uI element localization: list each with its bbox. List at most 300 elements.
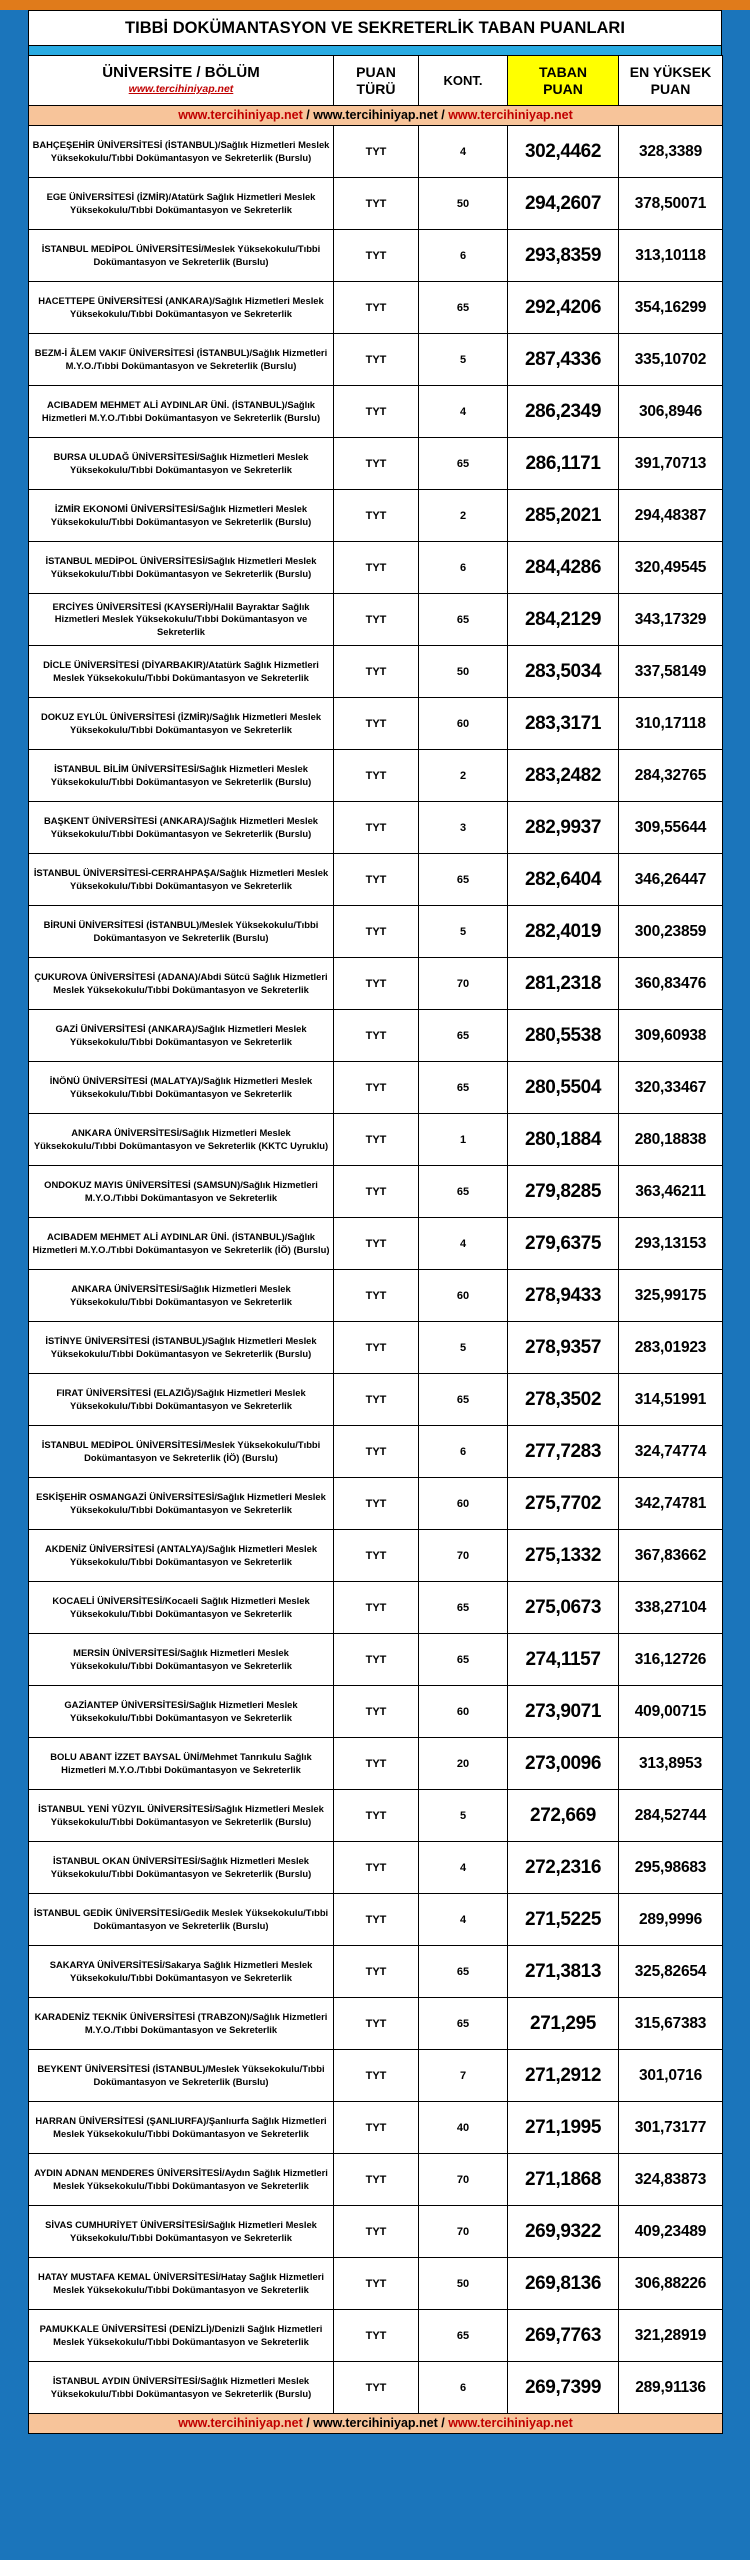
- banner-sep-3: /: [302, 2416, 314, 2430]
- cell-score-type: TYT: [334, 1998, 419, 2050]
- cell-university: ACIBADEM MEHMET ALİ AYDINLAR ÜNİ. (İSTANBUL)/Sağlık Hizmetleri M.Y.O./Tıbbi Dokümantasyon ve Sekreterlik (Burslu): [29, 386, 334, 438]
- cell-max-score: 316,12726: [619, 1634, 723, 1686]
- cell-university: BAHÇEŞEHİR ÜNİVERSİTESİ (İSTANBUL)/Sağlık Hizmetleri Meslek Yüksekokulu/Tıbbi Dokümantasyon ve Sekreterlik (Burslu): [29, 126, 334, 178]
- table-row: [29, 802, 723, 854]
- cell-max-score: 306,8946: [619, 386, 723, 438]
- cell-university: HACETTEPE ÜNİVERSİTESİ (ANKARA)/Sağlık Hizmetleri Meslek Yüksekokulu/Tıbbi Dokümantasyon ve Sekreterlik: [29, 282, 334, 334]
- banner-link-5[interactable]: www.tercihiniyap.net: [313, 2416, 438, 2430]
- cell-base-score: 292,4206: [508, 282, 619, 334]
- cell-max-score: 314,51991: [619, 1374, 723, 1426]
- cell-score-type: TYT: [334, 1218, 419, 1270]
- banner-sep-2: /: [437, 108, 449, 122]
- cell-score-type: TYT: [334, 750, 419, 802]
- cell-university: KOCAELİ ÜNİVERSİTESİ/Kocaeli Sağlık Hizmetleri Meslek Yüksekokulu/Tıbbi Dokümantasyon ve Sekreterlik: [29, 1582, 334, 1634]
- cell-base-score: 277,7283: [508, 1426, 619, 1478]
- cell-quota: 5: [419, 334, 508, 386]
- cell-base-score: 283,3171: [508, 698, 619, 750]
- col-header-score-type-line2: TÜRÜ: [356, 80, 396, 97]
- table-row: [29, 2206, 723, 2258]
- cell-score-type: TYT: [334, 1426, 419, 1478]
- top-orange-strip: [0, 0, 750, 10]
- cell-max-score: 313,10118: [619, 230, 723, 282]
- cell-max-score: 309,60938: [619, 1010, 723, 1062]
- cell-university: İSTANBUL ÜNİVERSİTESİ-CERRAHPAŞA/Sağlık Hizmetleri Meslek Yüksekokulu/Tıbbi Dokümantasyon ve Sekreterlik: [29, 854, 334, 906]
- cell-university: KARADENİZ TEKNİK ÜNİVERSİTESİ (TRABZON)/Sağlık Hizmetleri M.Y.O./Tıbbi Dokümantasyon ve Sekreterlik: [29, 1998, 334, 2050]
- cell-score-type: TYT: [334, 2154, 419, 2206]
- cell-base-score: 302,4462: [508, 126, 619, 178]
- cell-university: ANKARA ÜNİVERSİTESİ/Sağlık Hizmetleri Meslek Yüksekokulu/Tıbbi Dokümantasyon ve Sekreterlik (KKTC Uyruklu): [29, 1114, 334, 1166]
- cell-university: AYDIN ADNAN MENDERES ÜNİVERSİTESİ/Aydın Sağlık Hizmetleri Meslek Yüksekokulu/Tıbbi Dokümantasyon ve Sekreterlik: [29, 2154, 334, 2206]
- cell-quota: 7: [419, 2050, 508, 2102]
- cell-base-score: 269,7399: [508, 2362, 619, 2414]
- cell-max-score: 301,73177: [619, 2102, 723, 2154]
- cell-max-score: 325,82654: [619, 1946, 723, 1998]
- cell-base-score: 278,9357: [508, 1322, 619, 1374]
- table-row: [29, 1738, 723, 1790]
- cell-quota: 5: [419, 1322, 508, 1374]
- col-header-score-type-line1: PUAN: [356, 63, 396, 80]
- cell-base-score: 285,2021: [508, 490, 619, 542]
- banner-sep-1: /: [302, 108, 314, 122]
- cell-university: İSTANBUL MEDİPOL ÜNİVERSİTESİ/Sağlık Hizmetleri Meslek Yüksekokulu/Tıbbi Dokümantasyon ve Sekreterlik (Burslu): [29, 542, 334, 594]
- table-row: [29, 1426, 723, 1478]
- cell-max-score: 325,99175: [619, 1270, 723, 1322]
- cell-max-score: 335,10702: [619, 334, 723, 386]
- cell-quota: 65: [419, 1374, 508, 1426]
- cell-quota: 65: [419, 2310, 508, 2362]
- cell-quota: 65: [419, 1010, 508, 1062]
- cell-university: MERSİN ÜNİVERSİTESİ/Sağlık Hizmetleri Meslek Yüksekokulu/Tıbbi Dokümantasyon ve Sekreterlik: [29, 1634, 334, 1686]
- table-row: [29, 1686, 723, 1738]
- cell-base-score: 283,2482: [508, 750, 619, 802]
- cell-base-score: 273,0096: [508, 1738, 619, 1790]
- cell-score-type: TYT: [334, 1582, 419, 1634]
- cell-max-score: 306,88226: [619, 2258, 723, 2310]
- cell-base-score: 269,9322: [508, 2206, 619, 2258]
- table-row: [29, 1582, 723, 1634]
- cell-quota: 50: [419, 2258, 508, 2310]
- scores-table: [28, 55, 723, 2434]
- table-row: [29, 230, 723, 282]
- cell-quota: 6: [419, 2362, 508, 2414]
- cell-quota: 50: [419, 646, 508, 698]
- cell-max-score: 391,70713: [619, 438, 723, 490]
- cell-score-type: TYT: [334, 1010, 419, 1062]
- table-row: [29, 958, 723, 1010]
- table-row: [29, 126, 723, 178]
- table-row: [29, 1218, 723, 1270]
- col-header-max-line2: PUAN: [650, 80, 691, 97]
- cell-max-score: 343,17329: [619, 594, 723, 646]
- col-header-max-line1: EN YÜKSEK: [629, 63, 712, 80]
- cell-score-type: TYT: [334, 2258, 419, 2310]
- cell-max-score: 346,26447: [619, 854, 723, 906]
- cell-base-score: 271,2912: [508, 2050, 619, 2102]
- cell-base-score: 294,2607: [508, 178, 619, 230]
- cyan-divider: [28, 46, 722, 55]
- cell-score-type: TYT: [334, 1946, 419, 1998]
- cell-quota: 70: [419, 1530, 508, 1582]
- cell-quota: 70: [419, 2206, 508, 2258]
- cell-score-type: TYT: [334, 126, 419, 178]
- cell-university: BEZM-İ ÂLEM VAKIF ÜNİVERSİTESİ (İSTANBUL)/Sağlık Hizmetleri M.Y.O./Tıbbi Dokümantasyon ve Sekreterlik (Burslu): [29, 334, 334, 386]
- cell-quota: 65: [419, 1946, 508, 1998]
- cell-score-type: TYT: [334, 646, 419, 698]
- cell-quota: 5: [419, 906, 508, 958]
- table-row: [29, 178, 723, 230]
- cell-base-score: 280,5504: [508, 1062, 619, 1114]
- table-row: [29, 1998, 723, 2050]
- cell-university: ÇUKUROVA ÜNİVERSİTESİ (ADANA)/Abdi Sütcü Sağlık Hizmetleri Meslek Yüksekokulu/Tıbbi Dokümantasyon ve Sekreterlik: [29, 958, 334, 1010]
- cell-score-type: TYT: [334, 1322, 419, 1374]
- cell-quota: 2: [419, 750, 508, 802]
- page-title: TIBBİ DOKÜMANTASYON VE SEKRETERLİK TABAN PUANLARI: [28, 10, 722, 46]
- col-header-base-line2: PUAN: [543, 80, 583, 97]
- cell-max-score: 360,83476: [619, 958, 723, 1010]
- table-head: [29, 56, 723, 126]
- site-link-header[interactable]: www.tercihiniyap.net: [128, 83, 234, 95]
- table-row: [29, 1010, 723, 1062]
- cell-university: PAMUKKALE ÜNİVERSİTESİ (DENİZLİ)/Denizli Sağlık Hizmetleri Meslek Yüksekokulu/Tıbbi Dokümantasyon ve Sekreterlik: [29, 2310, 334, 2362]
- cell-base-score: 269,7763: [508, 2310, 619, 2362]
- cell-base-score: 283,5034: [508, 646, 619, 698]
- cell-max-score: 324,74774: [619, 1426, 723, 1478]
- cell-score-type: TYT: [334, 2206, 419, 2258]
- cell-score-type: TYT: [334, 1478, 419, 1530]
- cell-university: İNÖNÜ ÜNİVERSİTESİ (MALATYA)/Sağlık Hizmetleri Meslek Yüksekokulu/Tıbbi Dokümantasyon ve Sekreterlik: [29, 1062, 334, 1114]
- cell-max-score: 337,58149: [619, 646, 723, 698]
- table-row: [29, 2102, 723, 2154]
- cell-score-type: TYT: [334, 1842, 419, 1894]
- cell-base-score: 275,1332: [508, 1530, 619, 1582]
- cell-score-type: TYT: [334, 334, 419, 386]
- table-row: [29, 1114, 723, 1166]
- cell-university: BAŞKENT ÜNİVERSİTESİ (ANKARA)/Sağlık Hizmetleri Meslek Yüksekokulu/Tıbbi Dokümantasyon ve Sekreterlik (Burslu): [29, 802, 334, 854]
- cell-university: İSTİNYE ÜNİVERSİTESİ (İSTANBUL)/Sağlık Hizmetleri Meslek Yüksekokulu/Tıbbi Dokümantasyon ve Sekreterlik (Burslu): [29, 1322, 334, 1374]
- cell-quota: 4: [419, 126, 508, 178]
- banner-bottom: [29, 2414, 723, 2434]
- cell-max-score: 280,18838: [619, 1114, 723, 1166]
- col-header-base-line1: TABAN: [539, 63, 587, 80]
- table-row: [29, 2362, 723, 2414]
- table-row: [29, 1322, 723, 1374]
- cell-base-score: 284,4286: [508, 542, 619, 594]
- cell-base-score: 280,1884: [508, 1114, 619, 1166]
- table-row: [29, 594, 723, 646]
- cell-university: BİRUNİ ÜNİVERSİTESİ (İSTANBUL)/Meslek Yüksekokulu/Tıbbi Dokümantasyon ve Sekreterlik (Burslu): [29, 906, 334, 958]
- cell-university: İSTANBUL MEDİPOL ÜNİVERSİTESİ/Meslek Yüksekokulu/Tıbbi Dokümantasyon ve Sekreterlik (İÖ) (Burslu): [29, 1426, 334, 1478]
- cell-base-score: 272,2316: [508, 1842, 619, 1894]
- cell-base-score: 275,0673: [508, 1582, 619, 1634]
- table-row: [29, 1842, 723, 1894]
- banner-top: [29, 106, 723, 126]
- table-foot: [29, 2414, 723, 2434]
- table-row: [29, 1374, 723, 1426]
- cell-score-type: TYT: [334, 854, 419, 906]
- cell-university: DOKUZ EYLÜL ÜNİVERSİTESİ (İZMİR)/Sağlık Hizmetleri Meslek Yüksekokulu/Tıbbi Dokümantasyon ve Sekreterlik: [29, 698, 334, 750]
- cell-max-score: 409,23489: [619, 2206, 723, 2258]
- table-row: [29, 1478, 723, 1530]
- cell-score-type: TYT: [334, 906, 419, 958]
- col-header-max-score: [619, 56, 723, 106]
- table-row: [29, 2310, 723, 2362]
- cell-base-score: 284,2129: [508, 594, 619, 646]
- table-row: [29, 1894, 723, 1946]
- col-header-quota: KONT.: [419, 56, 508, 106]
- cell-university: İZMİR EKONOMİ ÜNİVERSİTESİ/Sağlık Hizmetleri Meslek Yüksekokulu/Tıbbi Dokümantasyon ve Sekreterlik (Burslu): [29, 490, 334, 542]
- cell-university: İSTANBUL MEDİPOL ÜNİVERSİTESİ/Meslek Yüksekokulu/Tıbbi Dokümantasyon ve Sekreterlik (Burslu): [29, 230, 334, 282]
- col-header-base-score: [508, 56, 619, 106]
- cell-quota: 4: [419, 1218, 508, 1270]
- cell-quota: 70: [419, 958, 508, 1010]
- table-row: [29, 2050, 723, 2102]
- cell-base-score: 279,6375: [508, 1218, 619, 1270]
- cell-quota: 60: [419, 1270, 508, 1322]
- cell-base-score: 269,8136: [508, 2258, 619, 2310]
- cell-university: HATAY MUSTAFA KEMAL ÜNİVERSİTESİ/Hatay Sağlık Hizmetleri Meslek Yüksekokulu/Tıbbi Dokümantasyon ve Sekreterlik: [29, 2258, 334, 2310]
- cell-score-type: TYT: [334, 230, 419, 282]
- table-row: [29, 1946, 723, 1998]
- cell-max-score: 315,67383: [619, 1998, 723, 2050]
- cell-university: ANKARA ÜNİVERSİTESİ/Sağlık Hizmetleri Meslek Yüksekokulu/Tıbbi Dokümantasyon ve Sekreterlik: [29, 1270, 334, 1322]
- table-row: [29, 438, 723, 490]
- cell-base-score: 282,6404: [508, 854, 619, 906]
- cell-base-score: 282,4019: [508, 906, 619, 958]
- cell-max-score: 309,55644: [619, 802, 723, 854]
- cell-quota: 1: [419, 1114, 508, 1166]
- cell-quota: 65: [419, 1062, 508, 1114]
- table-row: [29, 906, 723, 958]
- cell-base-score: 287,4336: [508, 334, 619, 386]
- cell-max-score: 283,01923: [619, 1322, 723, 1374]
- cell-university: BOLU ABANT İZZET BAYSAL ÜNİ/Mehmet Tanrıkulu Sağlık Hizmetleri M.Y.O./Tıbbi Dokümantasyon ve Sekreterlik: [29, 1738, 334, 1790]
- cell-quota: 3: [419, 802, 508, 854]
- table-row: [29, 490, 723, 542]
- cell-score-type: TYT: [334, 1790, 419, 1842]
- cell-quota: 65: [419, 1998, 508, 2050]
- table-row: [29, 386, 723, 438]
- cell-base-score: 273,9071: [508, 1686, 619, 1738]
- cell-max-score: 301,0716: [619, 2050, 723, 2102]
- cell-max-score: 378,50071: [619, 178, 723, 230]
- table-row: [29, 1062, 723, 1114]
- table-row: [29, 646, 723, 698]
- table-row: [29, 2154, 723, 2206]
- cell-university: SAKARYA ÜNİVERSİTESİ/Sakarya Sağlık Hizmetleri Meslek Yüksekokulu/Tıbbi Dokümantasyon ve Sekreterlik: [29, 1946, 334, 1998]
- cell-max-score: 363,46211: [619, 1166, 723, 1218]
- cell-base-score: 282,9937: [508, 802, 619, 854]
- banner-row-top: [29, 106, 723, 126]
- cell-max-score: 367,83662: [619, 1530, 723, 1582]
- table-row: [29, 282, 723, 334]
- cell-university: İSTANBUL BİLİM ÜNİVERSİTESİ/Sağlık Hizmetleri Meslek Yüksekokulu/Tıbbi Dokümantasyon ve Sekreterlik (Burslu): [29, 750, 334, 802]
- cell-score-type: TYT: [334, 1270, 419, 1322]
- table-row: [29, 698, 723, 750]
- cell-quota: 20: [419, 1738, 508, 1790]
- cell-quota: 2: [419, 490, 508, 542]
- cell-max-score: 295,98683: [619, 1842, 723, 1894]
- cell-university: DİCLE ÜNİVERSİTESİ (DİYARBAKIR)/Atatürk Sağlık Hizmetleri Meslek Yüksekokulu/Tıbbi Dokümantasyon ve Sekreterlik: [29, 646, 334, 698]
- cell-quota: 6: [419, 230, 508, 282]
- cell-university: İSTANBUL YENİ YÜZYIL ÜNİVERSİTESİ/Sağlık Hizmetleri Meslek Yüksekokulu/Tıbbi Dokümantasyon ve Sekreterlik (Burslu): [29, 1790, 334, 1842]
- cell-quota: 65: [419, 1582, 508, 1634]
- cell-base-score: 280,5538: [508, 1010, 619, 1062]
- cell-quota: 4: [419, 1894, 508, 1946]
- cell-base-score: 286,2349: [508, 386, 619, 438]
- cell-max-score: 320,33467: [619, 1062, 723, 1114]
- cell-base-score: 271,295: [508, 1998, 619, 2050]
- cell-score-type: TYT: [334, 438, 419, 490]
- cell-university: İSTANBUL GEDİK ÜNİVERSİTESİ/Gedik Meslek Yüksekokulu/Tıbbi Dokümantasyon ve Sekreterlik (Burslu): [29, 1894, 334, 1946]
- cell-university: AKDENİZ ÜNİVERSİTESİ (ANTALYA)/Sağlık Hizmetleri Meslek Yüksekokulu/Tıbbi Dokümantasyon ve Sekreterlik: [29, 1530, 334, 1582]
- cell-quota: 50: [419, 178, 508, 230]
- cell-university: ONDOKUZ MAYIS ÜNİVERSİTESİ (SAMSUN)/Sağlık Hizmetleri M.Y.O./Tıbbi Dokümantasyon ve Sekreterlik: [29, 1166, 334, 1218]
- table-row: [29, 334, 723, 386]
- cell-quota: 65: [419, 282, 508, 334]
- cell-university: GAZİ ÜNİVERSİTESİ (ANKARA)/Sağlık Hizmetleri Meslek Yüksekokulu/Tıbbi Dokümantasyon ve Sekreterlik: [29, 1010, 334, 1062]
- cell-score-type: TYT: [334, 594, 419, 646]
- cell-quota: 5: [419, 1790, 508, 1842]
- table-row: [29, 1270, 723, 1322]
- cell-quota: 4: [419, 1842, 508, 1894]
- cell-base-score: 278,3502: [508, 1374, 619, 1426]
- cell-base-score: 274,1157: [508, 1634, 619, 1686]
- cell-max-score: 284,52744: [619, 1790, 723, 1842]
- cell-score-type: TYT: [334, 2310, 419, 2362]
- cell-score-type: TYT: [334, 386, 419, 438]
- cell-base-score: 279,8285: [508, 1166, 619, 1218]
- table-row: [29, 750, 723, 802]
- cell-base-score: 271,3813: [508, 1946, 619, 1998]
- cell-score-type: TYT: [334, 698, 419, 750]
- cell-max-score: 300,23859: [619, 906, 723, 958]
- banner-sep-4: /: [437, 2416, 449, 2430]
- cell-max-score: 342,74781: [619, 1478, 723, 1530]
- cell-university: SİVAS CUMHURİYET ÜNİVERSİTESİ/Sağlık Hizmetleri Meslek Yüksekokulu/Tıbbi Dokümantasyon ve Sekreterlik: [29, 2206, 334, 2258]
- cell-quota: 40: [419, 2102, 508, 2154]
- cell-base-score: 272,669: [508, 1790, 619, 1842]
- cell-university: GAZİANTEP ÜNİVERSİTESİ/Sağlık Hizmetleri Meslek Yüksekokulu/Tıbbi Dokümantasyon ve Sekreterlik: [29, 1686, 334, 1738]
- cell-score-type: TYT: [334, 1894, 419, 1946]
- cell-quota: 65: [419, 1166, 508, 1218]
- score-sheet: [28, 10, 722, 2434]
- table-row: [29, 542, 723, 594]
- cell-base-score: 278,9433: [508, 1270, 619, 1322]
- cell-university: HARRAN ÜNİVERSİTESİ (ŞANLIURFA)/Şanlıurfa Sağlık Hizmetleri Meslek Yüksekokulu/Tıbbi Dokümantasyon ve Sekreterlik: [29, 2102, 334, 2154]
- cell-base-score: 271,1995: [508, 2102, 619, 2154]
- cell-score-type: TYT: [334, 1686, 419, 1738]
- cell-score-type: TYT: [334, 1166, 419, 1218]
- col-header-university-label: ÜNİVERSİTE / BÖLÜM: [102, 64, 260, 81]
- cell-max-score: 354,16299: [619, 282, 723, 334]
- cell-quota: 6: [419, 1426, 508, 1478]
- cell-score-type: TYT: [334, 958, 419, 1010]
- cell-university: ESKİŞEHİR OSMANGAZİ ÜNİVERSİTESİ/Sağlık Hizmetleri Meslek Yüksekokulu/Tıbbi Dokümantasyon ve Sekreterlik: [29, 1478, 334, 1530]
- table-row: [29, 1530, 723, 1582]
- banner-link-1[interactable]: www.tercihiniyap.net: [178, 108, 303, 122]
- cell-quota: 65: [419, 1634, 508, 1686]
- cell-university: İSTANBUL AYDIN ÜNİVERSİTESİ/Sağlık Hizmetleri Meslek Yüksekokulu/Tıbbi Dokümantasyon ve Sekreterlik (Burslu): [29, 2362, 334, 2414]
- cell-score-type: TYT: [334, 542, 419, 594]
- cell-score-type: TYT: [334, 282, 419, 334]
- table-row: [29, 1634, 723, 1686]
- cell-max-score: 313,8953: [619, 1738, 723, 1790]
- cell-score-type: TYT: [334, 2050, 419, 2102]
- cell-base-score: 275,7702: [508, 1478, 619, 1530]
- cell-max-score: 409,00715: [619, 1686, 723, 1738]
- cell-quota: 65: [419, 594, 508, 646]
- cell-quota: 65: [419, 438, 508, 490]
- cell-university: BEYKENT ÜNİVERSİTESİ (İSTANBUL)/Meslek Yüksekokulu/Tıbbi Dokümantasyon ve Sekreterlik (Burslu): [29, 2050, 334, 2102]
- header-row: [29, 56, 723, 106]
- cell-quota: 65: [419, 854, 508, 906]
- cell-score-type: TYT: [334, 490, 419, 542]
- col-header-university: [29, 56, 334, 106]
- cell-max-score: 310,17118: [619, 698, 723, 750]
- cell-score-type: TYT: [334, 1530, 419, 1582]
- cell-university: FIRAT ÜNİVERSİTESİ (ELAZIĞ)/Sağlık Hizmetleri Meslek Yüksekokulu/Tıbbi Dokümantasyon ve Sekreterlik: [29, 1374, 334, 1426]
- cell-university: ACIBADEM MEHMET ALİ AYDINLAR ÜNİ. (İSTANBUL)/Sağlık Hizmetleri M.Y.O./Tıbbi Dokümantasyon ve Sekreterlik (İÖ) (Burslu): [29, 1218, 334, 1270]
- banner-link-6[interactable]: www.tercihiniyap.net: [448, 2416, 573, 2430]
- cell-max-score: 284,32765: [619, 750, 723, 802]
- banner-row-bottom: [29, 2414, 723, 2434]
- cell-quota: 4: [419, 386, 508, 438]
- cell-base-score: 271,1868: [508, 2154, 619, 2206]
- table-row: [29, 1166, 723, 1218]
- table-row: [29, 1790, 723, 1842]
- cell-base-score: 281,2318: [508, 958, 619, 1010]
- cell-max-score: 289,9996: [619, 1894, 723, 1946]
- cell-score-type: TYT: [334, 802, 419, 854]
- cell-max-score: 328,3389: [619, 126, 723, 178]
- cell-base-score: 286,1171: [508, 438, 619, 490]
- cell-score-type: TYT: [334, 178, 419, 230]
- cell-score-type: TYT: [334, 2102, 419, 2154]
- cell-university: ERCİYES ÜNİVERSİTESİ (KAYSERİ)/Halil Bayraktar Sağlık Hizmetleri Meslek Yüksekokulu/Tıbbi Dokümantasyon ve Sekreterlik: [29, 594, 334, 646]
- cell-max-score: 321,28919: [619, 2310, 723, 2362]
- cell-base-score: 293,8359: [508, 230, 619, 282]
- cell-quota: 60: [419, 1686, 508, 1738]
- blue-frame: [12, 10, 738, 2560]
- banner-link-3[interactable]: www.tercihiniyap.net: [448, 108, 573, 122]
- cell-score-type: TYT: [334, 1062, 419, 1114]
- cell-score-type: TYT: [334, 2362, 419, 2414]
- cell-max-score: 293,13153: [619, 1218, 723, 1270]
- banner-link-2[interactable]: www.tercihiniyap.net: [313, 108, 438, 122]
- cell-max-score: 324,83873: [619, 2154, 723, 2206]
- banner-link-4[interactable]: www.tercihiniyap.net: [178, 2416, 303, 2430]
- cell-university: EGE ÜNİVERSİTESİ (İZMİR)/Atatürk Sağlık Hizmetleri Meslek Yüksekokulu/Tıbbi Dokümantasyon ve Sekreterlik: [29, 178, 334, 230]
- cell-max-score: 294,48387: [619, 490, 723, 542]
- table-row: [29, 2258, 723, 2310]
- cell-score-type: TYT: [334, 1634, 419, 1686]
- cell-score-type: TYT: [334, 1738, 419, 1790]
- table-body: [29, 126, 723, 2414]
- cell-score-type: TYT: [334, 1114, 419, 1166]
- cell-max-score: 320,49545: [619, 542, 723, 594]
- cell-max-score: 338,27104: [619, 1582, 723, 1634]
- cell-quota: 60: [419, 1478, 508, 1530]
- cell-university: İSTANBUL OKAN ÜNİVERSİTESİ/Sağlık Hizmetleri Meslek Yüksekokulu/Tıbbi Dokümantasyon ve Sekreterlik (Burslu): [29, 1842, 334, 1894]
- cell-quota: 60: [419, 698, 508, 750]
- cell-quota: 70: [419, 2154, 508, 2206]
- col-header-score-type: [334, 56, 419, 106]
- table-row: [29, 854, 723, 906]
- cell-quota: 6: [419, 542, 508, 594]
- cell-max-score: 289,91136: [619, 2362, 723, 2414]
- cell-score-type: TYT: [334, 1374, 419, 1426]
- cell-base-score: 271,5225: [508, 1894, 619, 1946]
